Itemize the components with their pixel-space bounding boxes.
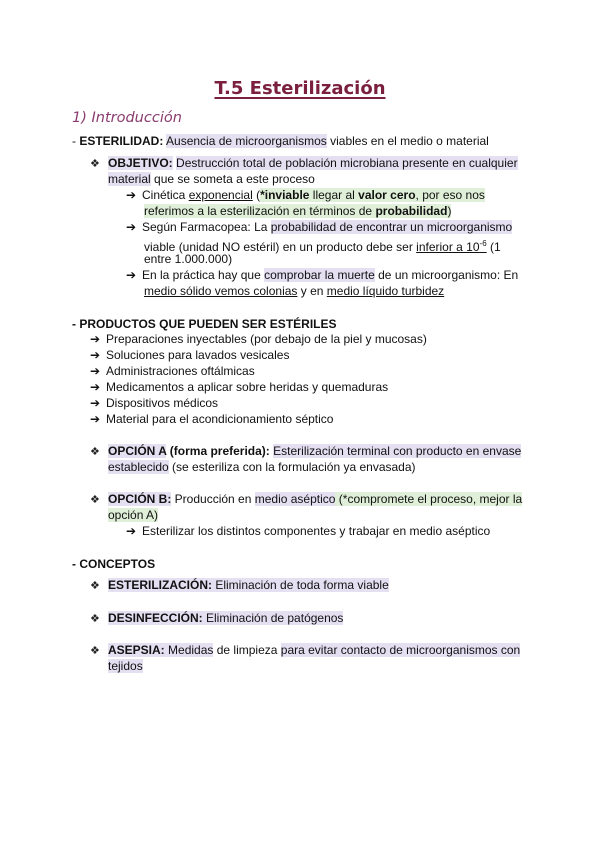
objetivo-line: ❖ OBJETIVO: Destrucción total de población microbiana presente en cualquier [90, 156, 518, 170]
opcion-b-line: ❖ OPCIÓN B: Producción en medio aséptico (*compromete el proceso, mejor la [90, 492, 523, 506]
list-item: ➔ Dispositivos médicos [90, 396, 219, 410]
opcion-b-sub: ➔ Esterilizar los distintos componentes y trabajar en medio aséptico [126, 524, 491, 538]
diamond-bullet-icon: ❖ [90, 580, 100, 592]
list-item: ➔ Administraciones oftálmicas [90, 364, 255, 378]
arrow-bullet-icon: ➔ [126, 188, 137, 202]
arrow-bullet-icon: ➔ [90, 332, 101, 346]
opcion-b-line-2: opción A) [108, 508, 159, 522]
farmacopea-line: ➔ Según Farmacopea: La probabilidad de encontrar un microorganismo [126, 220, 513, 234]
arrow-bullet-icon: ➔ [90, 412, 101, 426]
diamond-bullet-icon: ❖ [90, 158, 100, 170]
arrow-bullet-icon: ➔ [126, 268, 137, 282]
arrow-bullet-icon: ➔ [90, 364, 101, 378]
practica-line-2: medio sólido vemos colonias y en medio líquido turbidez [144, 284, 445, 298]
arrow-bullet-icon: ➔ [90, 380, 101, 394]
diamond-bullet-icon: ❖ [90, 613, 100, 625]
opcion-a-line-2: establecido (se esteriliza con la formulación ya envasada) [108, 460, 416, 474]
arrow-bullet-icon: ➔ [126, 524, 137, 538]
esterilidad-line: - ESTERILIDAD: Ausencia de microorganismos viables en el medio o material [72, 134, 489, 148]
cinetica-line-2: referimos a la esterilización en términos de probabilidad) [144, 204, 452, 218]
objetivo-line-2: material que se someta a este proceso [108, 172, 315, 186]
practica-line: ➔ En la práctica hay que comprobar la muerte de un microorganismo: En [126, 268, 519, 282]
diamond-bullet-icon: ❖ [90, 645, 100, 657]
list-item: ➔ Preparaciones inyectables (por debajo de la piel y mucosas) [90, 332, 427, 346]
conceptos-heading: - CONCEPTOS [72, 557, 156, 571]
list-item: ➔ Material para el acondicionamiento séptico [90, 412, 334, 426]
section-heading-intro: 1) Introducción [72, 110, 182, 126]
arrow-bullet-icon: ➔ [90, 396, 101, 410]
concepto-asepsia-2: tejidos [108, 659, 143, 673]
farmacopea-line-2: viable (unidad NO estéril) en un producto debe ser inferior a $10^{-6}$ (1 [144, 239, 501, 254]
concepto-desinfeccion: ❖ DESINFECCIÓN: Eliminación de patógenos [90, 611, 344, 625]
arrow-bullet-icon: ➔ [126, 220, 137, 234]
diamond-bullet-icon: ❖ [90, 494, 100, 506]
farmacopea-line-3: entre 1.000.000) [144, 252, 233, 266]
diamond-bullet-icon: ❖ [90, 446, 100, 458]
page-title: T.5 Esterilización [214, 78, 386, 99]
concepto-asepsia: ❖ ASEPSIA: Medidas de limpieza para evitar contacto de microorganismos con [90, 643, 521, 657]
list-item: ➔ Soluciones para lavados vesicales [90, 348, 290, 362]
opcion-a-line: ❖ OPCIÓN A (forma preferida): Esterilización terminal con producto en envase [90, 444, 522, 458]
arrow-bullet-icon: ➔ [90, 348, 101, 362]
list-item: ➔ Medicamentos a aplicar sobre heridas y quemaduras [90, 380, 389, 394]
productos-heading: - PRODUCTOS QUE PUEDEN SER ESTÉRILES [72, 317, 337, 331]
cinetica-line: ➔ Cinética exponencial (*inviable llegar al valor cero, por eso nos [126, 188, 485, 202]
concepto-esterilizacion: ❖ ESTERILIZACIÓN: Eliminación de toda forma viable [90, 578, 389, 592]
